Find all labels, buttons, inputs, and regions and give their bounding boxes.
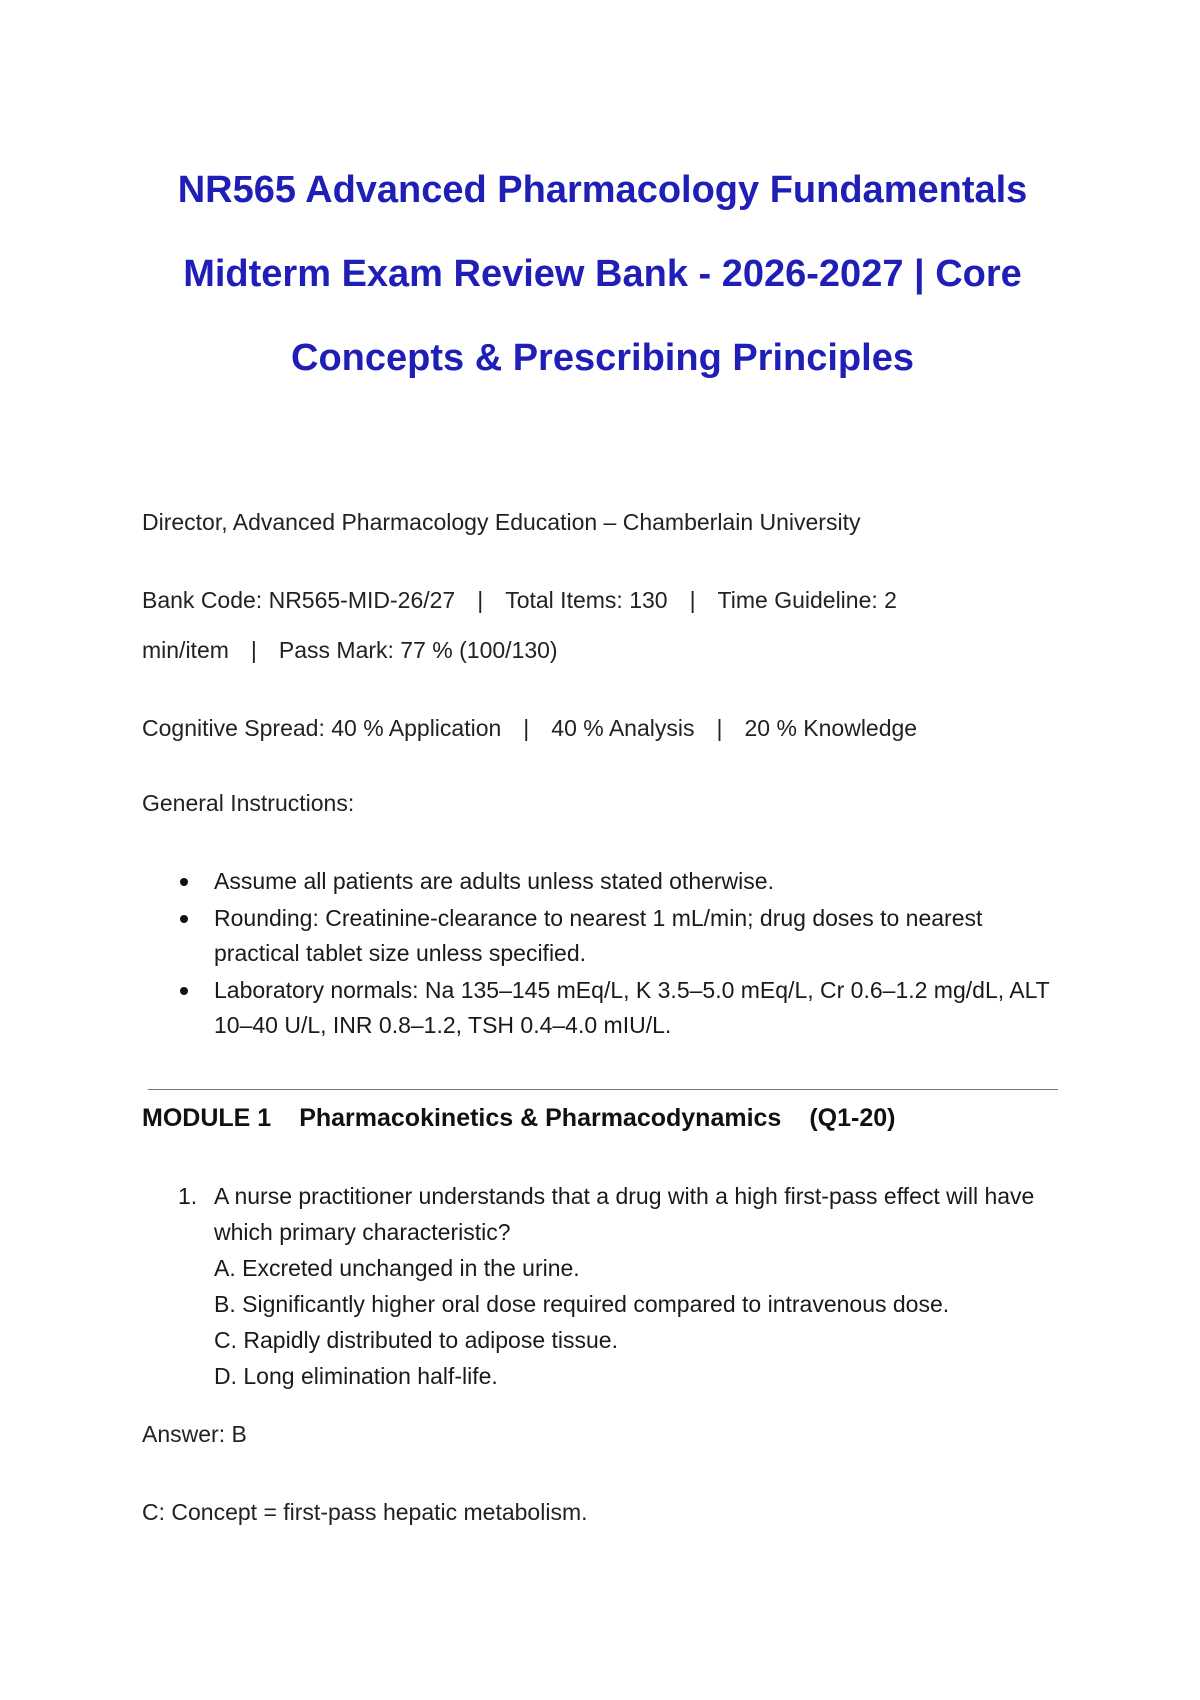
bullet-icon bbox=[180, 878, 188, 886]
title-line-3: Concepts & Prescribing Principles bbox=[291, 337, 914, 379]
list-item: Assume all patients are adults unless stated otherwise. bbox=[178, 864, 1058, 899]
module-name: Pharmacokinetics & Pharmacodynamics bbox=[299, 1104, 782, 1132]
spread-application: Cognitive Spread: 40 % Application bbox=[142, 715, 502, 741]
bank-code: Bank Code: NR565-MID-26/27 bbox=[142, 587, 456, 613]
answer-line: Answer: B bbox=[142, 1421, 247, 1447]
question-1 bbox=[178, 1178, 1078, 1394]
separator: | bbox=[250, 637, 257, 663]
option-c: C. Rapidly distributed to adipose tissue. bbox=[214, 1327, 618, 1353]
concept-line: C: Concept = first-pass hepatic metabolism. bbox=[142, 1499, 588, 1525]
question-number: 1. bbox=[178, 1183, 198, 1209]
document-title bbox=[130, 148, 1075, 400]
question-body bbox=[214, 1178, 1078, 1394]
spread-knowledge: 20 % Knowledge bbox=[744, 715, 918, 741]
pass-mark: Pass Mark: 77 % (100/130) bbox=[278, 637, 558, 663]
time-guideline: Time Guideline: 2 bbox=[717, 587, 897, 613]
title-line-1: NR565 Advanced Pharmacology Fundamentals bbox=[177, 169, 1028, 211]
module-range: (Q1-20) bbox=[809, 1104, 896, 1132]
bullet-icon bbox=[180, 987, 188, 995]
instructions-list bbox=[178, 864, 1058, 1045]
bullet-icon bbox=[180, 915, 188, 923]
separator: | bbox=[689, 587, 696, 613]
option-d: D. Long elimination half-life. bbox=[214, 1363, 498, 1389]
total-items: Total Items: 130 bbox=[505, 587, 668, 613]
author-line: Director, Advanced Pharmacology Education – Chamberlain University bbox=[142, 509, 861, 535]
list-item: Laboratory normals: Na 135–145 mEq/L, K 3.5–5.0 mEq/L, Cr 0.6–1.2 mg/dL, ALT 10–40 U/L, INR 0.8–1.2, TSH 0.4–4.0 mIU/L. bbox=[178, 973, 1058, 1043]
title-line-2: Midterm Exam Review Bank - 2026-2027 | Core bbox=[183, 253, 1022, 295]
time-guideline-unit: min/item bbox=[142, 637, 229, 663]
list-item: Rounding: Creatinine-clearance to nearest 1 mL/min; drug doses to nearest practical tablet size unless specified. bbox=[178, 901, 1058, 971]
bank-meta-line-1 bbox=[142, 585, 1042, 615]
question-stem: A nurse practitioner understands that a drug with a high first-pass effect will have which primary characteristic? bbox=[214, 1183, 1035, 1245]
bank-meta-line-2 bbox=[142, 635, 558, 665]
spread-analysis: 40 % Analysis bbox=[551, 715, 695, 741]
instructions-heading: General Instructions: bbox=[142, 790, 355, 816]
separator: | bbox=[477, 587, 484, 613]
option-a: A. Excreted unchanged in the urine. bbox=[214, 1255, 580, 1281]
cognitive-spread bbox=[142, 713, 917, 743]
separator: | bbox=[716, 715, 723, 741]
option-b: B. Significantly higher oral dose required compared to intravenous dose. bbox=[214, 1291, 950, 1317]
module-heading bbox=[142, 1100, 895, 1136]
section-divider bbox=[148, 1089, 1058, 1090]
module-label: MODULE 1 bbox=[142, 1104, 272, 1132]
separator: | bbox=[523, 715, 530, 741]
